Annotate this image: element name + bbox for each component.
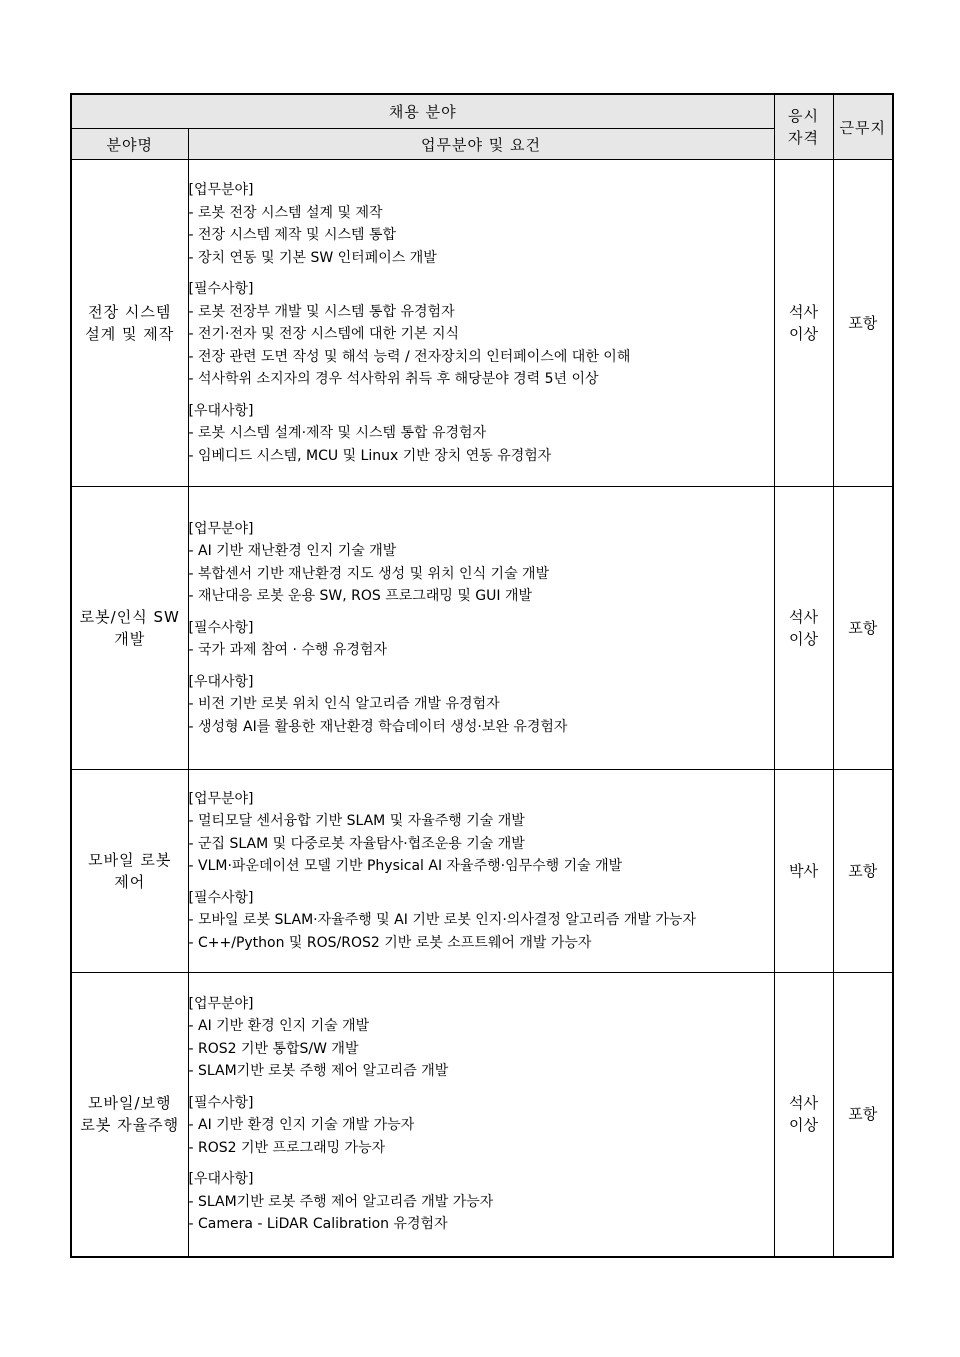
duty-item: - AI 기반 환경 인지 기술 개발	[188, 1018, 370, 1035]
duties-cell	[188, 973, 774, 1257]
section-title: [우대사항]	[188, 1171, 254, 1188]
header-location: 근무지	[833, 94, 893, 160]
duty-item: - SLAM기반 로봇 주행 제어 알고리즘 개발 가능자	[188, 1193, 494, 1210]
field-name-line: 전장 시스템	[88, 303, 172, 321]
duty-section	[189, 518, 774, 608]
qualification-line: 이상	[789, 630, 818, 648]
duties-cell	[188, 487, 774, 770]
section-title: [필수사항]	[188, 889, 254, 906]
duty-item: - 석사학위 소지자의 경우 석사학위 취득 후 해당분야 경력 5년 이상	[188, 371, 599, 387]
duty-item: - 전장 시스템 제작 및 시스템 통합	[188, 227, 397, 243]
duty-item: - ROS2 기반 통합S/W 개발	[188, 1040, 359, 1057]
location-cell: 포항	[833, 487, 893, 770]
duties-cell	[188, 160, 774, 487]
duty-item: - AI 기반 재난환경 인지 기술 개발	[188, 543, 397, 560]
duty-item: - 모바일 로봇 SLAM·자율주행 및 AI 기반 로봇 인지·의사결정 알고리즘 개발 가능자	[188, 912, 696, 929]
duty-item: - VLM·파운데이션 모델 기반 Physical AI 자율주행·임무수행 기술 개발	[188, 858, 623, 875]
duty-item: - AI 기반 환경 인지 기술 개발 가능자	[188, 1117, 415, 1134]
duty-item: - 전기·전자 및 전장 시스템에 대한 기본 지식	[188, 326, 460, 342]
header-field-name: 분야명	[71, 129, 188, 160]
section-title: [업무분야]	[188, 790, 254, 807]
duty-section	[189, 400, 774, 468]
field-name-line: 설계 및 제작	[85, 325, 175, 343]
qualification-cell	[774, 487, 833, 770]
table-row	[71, 487, 893, 770]
duty-section	[189, 887, 774, 955]
table-row	[71, 160, 893, 487]
duty-item: - 로봇 시스템 설계·제작 및 시스템 통합 유경험자	[188, 425, 487, 441]
qualification-cell	[774, 770, 833, 973]
duty-section	[189, 1168, 774, 1236]
duty-item: - 임베디드 시스템, MCU 및 Linux 기반 장치 연동 유경험자	[188, 447, 552, 464]
duty-item: - C++/Python 및 ROS/ROS2 기반 로봇 소프트웨어 개발 가능자	[188, 934, 592, 951]
duty-item: - 로봇 전장 시스템 설계 및 제작	[188, 204, 383, 221]
field-name-cell	[71, 770, 188, 973]
header-duties: 업무분야 및 요건	[188, 129, 774, 160]
section-title: [우대사항]	[188, 673, 254, 690]
duty-section	[189, 788, 774, 878]
duty-item: - 재난대응 로봇 운용 SW, ROS 프로그래밍 및 GUI 개발	[188, 588, 533, 605]
header-recruitment-field: 채용 분야	[71, 94, 774, 129]
qualification-line: 석사	[789, 303, 818, 321]
duty-item: - 비전 기반 로봇 위치 인식 알고리즘 개발 유경험자	[188, 696, 500, 713]
field-name-cell	[71, 160, 188, 487]
section-title: [필수사항]	[188, 281, 254, 297]
duty-section	[189, 278, 774, 391]
qualification-cell	[774, 160, 833, 487]
field-name-line: 로봇/인식 SW	[79, 608, 180, 626]
duty-item: - 국가 과제 참여 · 수행 유경험자	[188, 642, 387, 659]
qualification-line: 이상	[789, 325, 818, 343]
qualification-line: 이상	[789, 1116, 818, 1135]
duty-item: - 로봇 전장부 개발 및 시스템 통합 유경험자	[188, 303, 455, 320]
field-name-cell	[71, 487, 188, 770]
duty-item: - 군집 SLAM 및 다중로봇 자율탐사·협조운용 기술 개발	[188, 835, 525, 852]
duty-item: - ROS2 기반 프로그래밍 가능자	[188, 1139, 386, 1156]
duty-section	[189, 1092, 774, 1160]
table-body	[71, 160, 893, 1257]
duty-section	[189, 671, 774, 739]
section-title: [업무분야]	[188, 995, 254, 1012]
duty-item: - 장치 연동 및 기본 SW 인터페이스 개발	[188, 249, 437, 266]
recruitment-table	[70, 93, 894, 1258]
duty-section	[189, 179, 774, 269]
qualification-line: 석사	[789, 608, 818, 626]
duty-item: - 생성형 AI를 활용한 재난환경 학습데이터 생성·보완 유경험자	[188, 718, 568, 735]
duty-section	[189, 993, 774, 1083]
duty-item: - 멀티모달 센서융합 기반 SLAM 및 자율주행 기술 개발	[188, 813, 525, 830]
section-title: [필수사항]	[188, 1094, 254, 1111]
location-cell: 포항	[833, 160, 893, 487]
section-title: [우대사항]	[188, 402, 254, 419]
section-title: [필수사항]	[188, 619, 254, 636]
qualification-line: 석사	[789, 1094, 818, 1113]
field-name-cell	[71, 973, 188, 1257]
duties-cell	[188, 770, 774, 973]
duty-section	[189, 617, 774, 662]
header-qualification	[774, 94, 833, 160]
table-row	[71, 973, 893, 1257]
location-cell: 포항	[833, 973, 893, 1257]
field-name-line: 모바일/보행	[87, 1094, 172, 1113]
field-name-line: 제어	[114, 873, 146, 891]
section-title: [업무분야]	[188, 182, 254, 198]
qualification-line: 박사	[789, 862, 818, 880]
duty-item: - Camera - LiDAR Calibration 유경험자	[188, 1216, 448, 1233]
qualification-cell	[774, 973, 833, 1257]
duty-item: - 전장 관련 도면 작성 및 해석 능력 / 전자장치의 인터페이스에 대한 이해	[188, 348, 631, 365]
duty-item: - 복합센서 기반 재난환경 지도 생성 및 위치 인식 기술 개발	[188, 565, 550, 582]
field-name-line: 로봇 자율주행	[80, 1116, 180, 1135]
section-title: [업무분야]	[188, 520, 254, 537]
location-cell: 포항	[833, 770, 893, 973]
header-qualification-label: 응시 자격	[788, 107, 819, 147]
field-name-line: 모바일 로봇	[88, 851, 172, 869]
table-row	[71, 770, 893, 973]
field-name-line: 개발	[114, 630, 146, 648]
duty-item: - SLAM기반 로봇 주행 제어 알고리즘 개발	[188, 1063, 449, 1080]
